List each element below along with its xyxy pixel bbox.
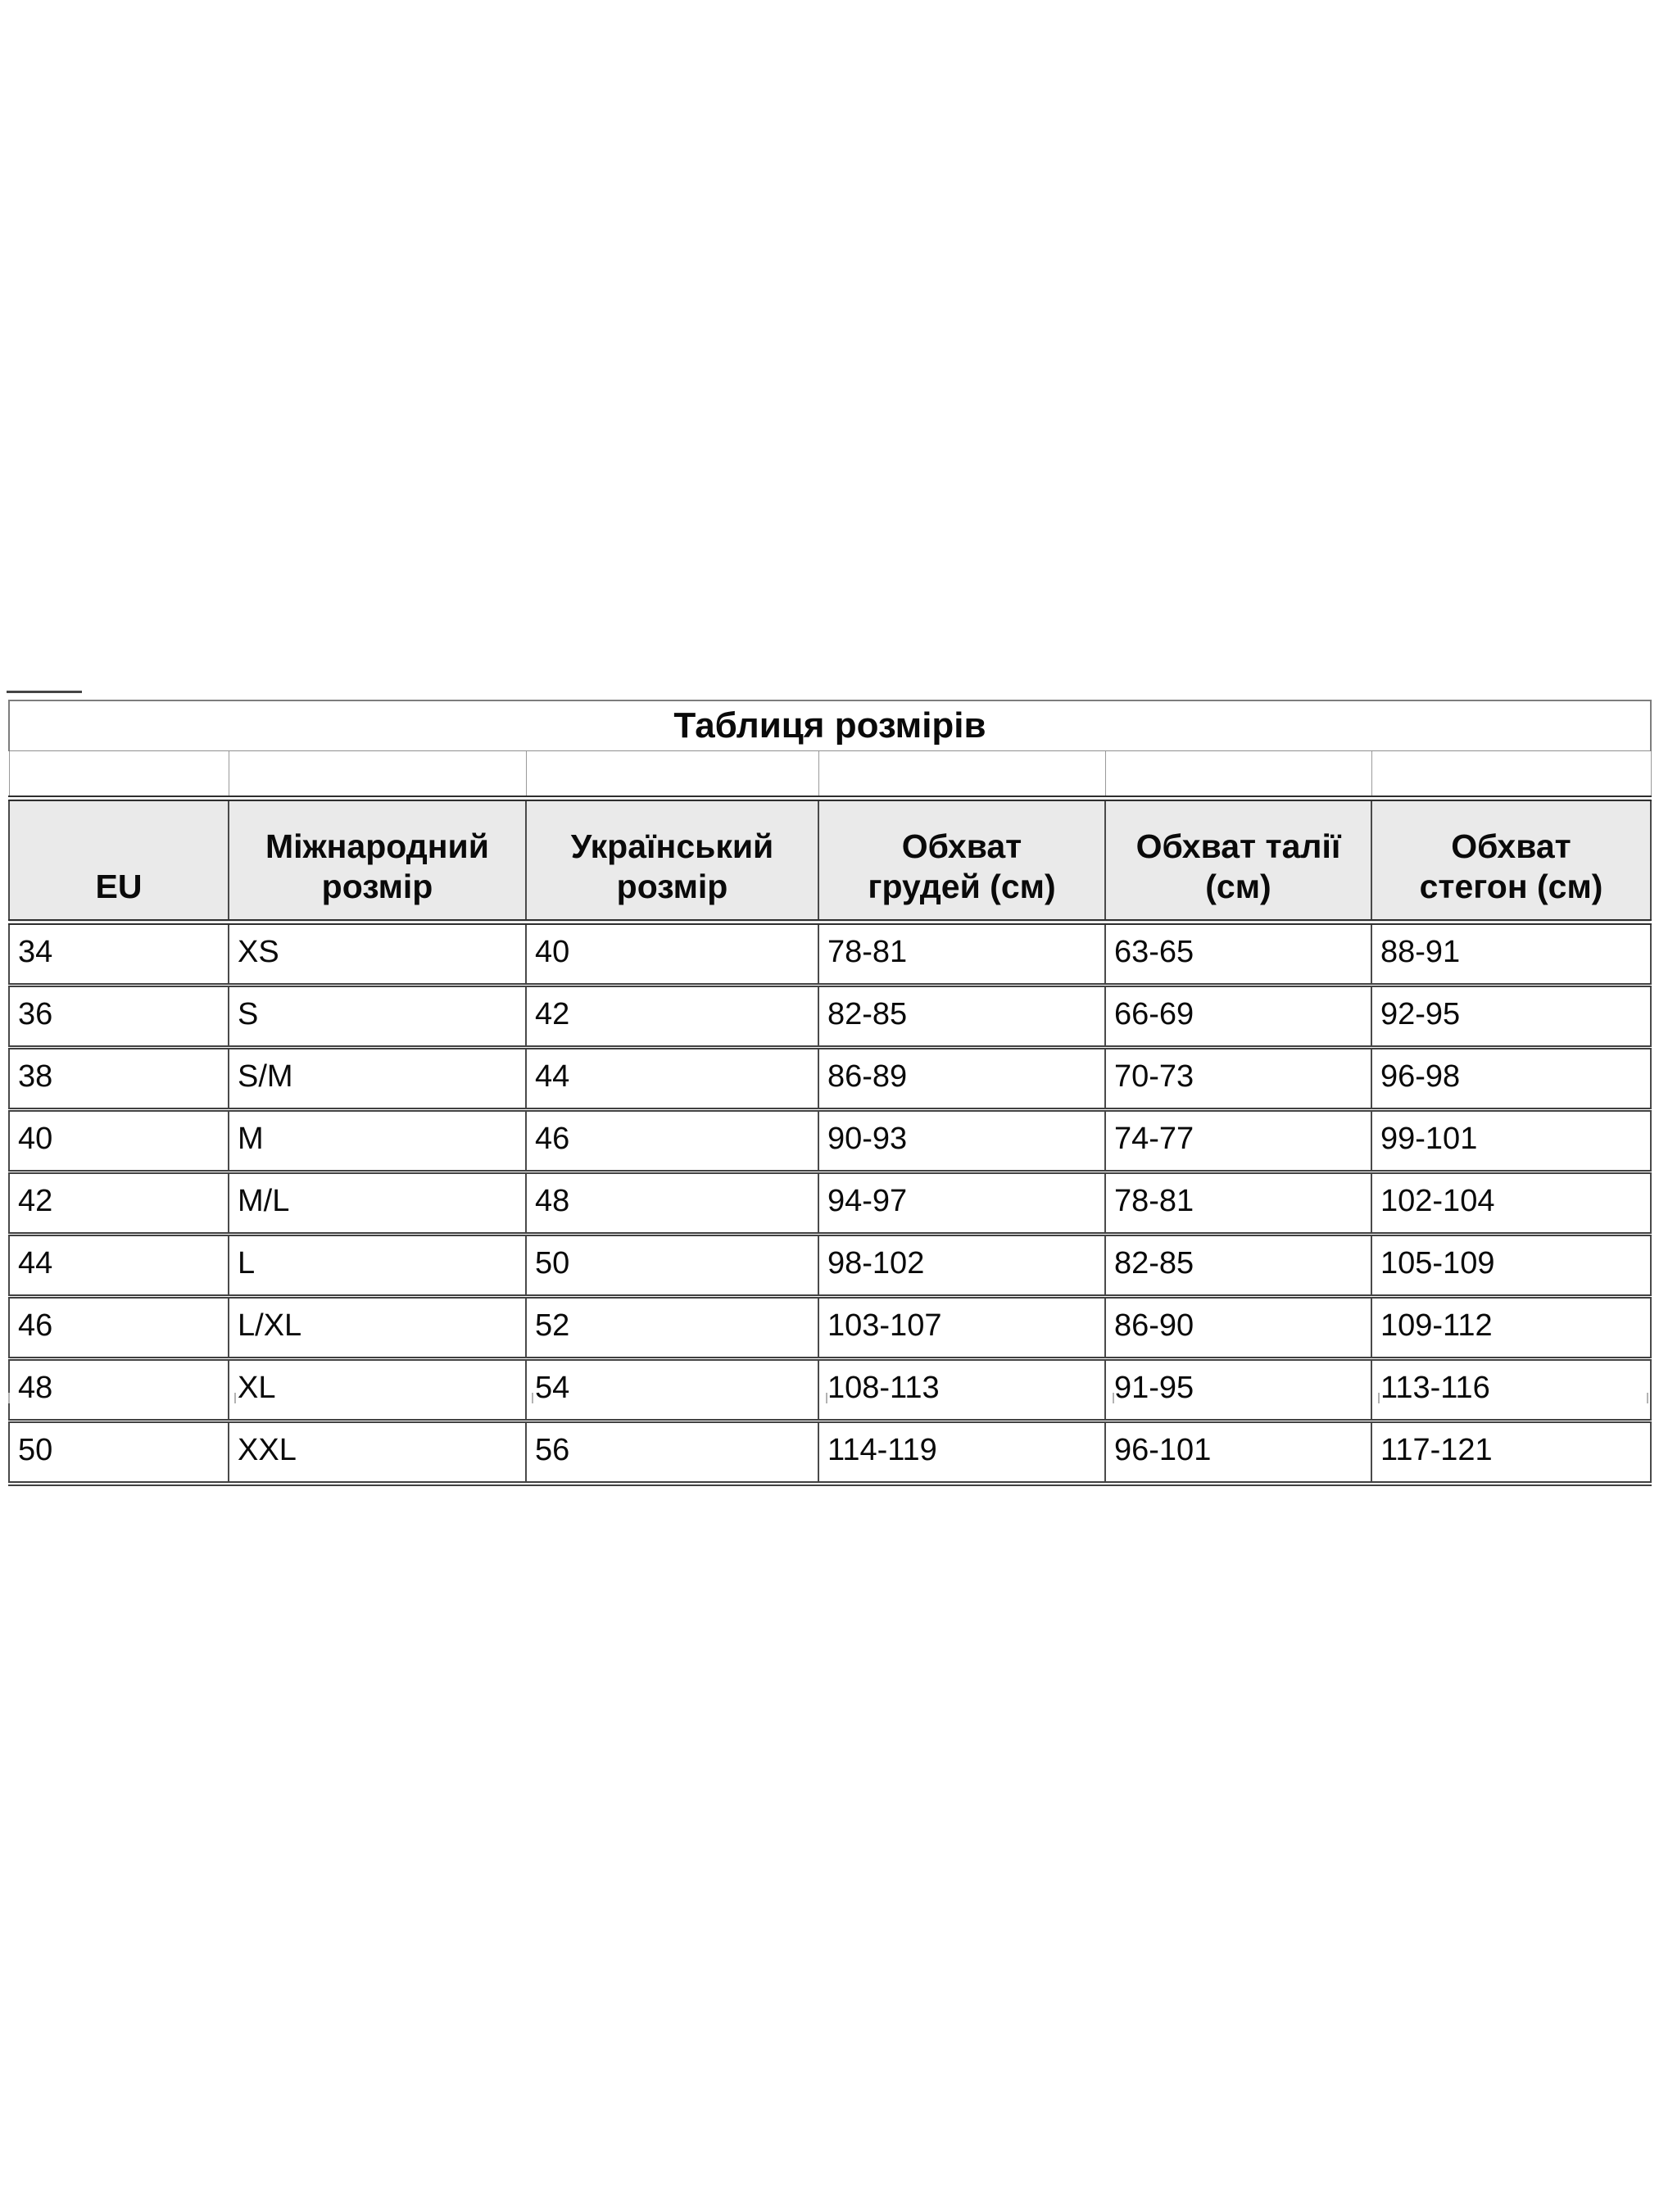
title-row (9, 700, 1651, 751)
spacer-cell (9, 751, 229, 799)
size-table (8, 700, 1652, 1486)
table-cell: 109-112 (1371, 1297, 1651, 1359)
header-line: (см) (1205, 867, 1271, 905)
table-cell: 74-77 (1105, 1110, 1371, 1172)
clipped-border-remnants-bottom (0, 1393, 1659, 1404)
column-header-ukrainian-size (526, 799, 818, 922)
table-cell: 70-73 (1105, 1048, 1371, 1110)
header-line: розмір (321, 867, 433, 905)
table-cell: 113-116 (1371, 1359, 1651, 1421)
header-line: Обхват талії (1135, 827, 1341, 866)
table-row (9, 1172, 1651, 1235)
border-remnant (1647, 1393, 1648, 1403)
table-cell: 48 (526, 1172, 818, 1235)
table-cell: M (229, 1110, 526, 1172)
header-line: розмір (616, 867, 728, 905)
header-line: Міжнародний (265, 827, 489, 866)
header-line: Обхват (901, 827, 1022, 866)
table-row (9, 1110, 1651, 1172)
clipped-border-remnant-top (7, 691, 82, 693)
table-cell: 36 (9, 986, 229, 1048)
header-row (9, 799, 1651, 922)
table-cell: 86-89 (818, 1048, 1105, 1110)
border-remnant (1113, 1393, 1114, 1403)
table-cell: 98-102 (818, 1235, 1105, 1297)
table-cell: 44 (526, 1048, 818, 1110)
spacer-cell (1105, 751, 1371, 799)
header-line: Український (570, 827, 774, 866)
table-cell: 108-113 (818, 1359, 1105, 1421)
table-cell: 40 (9, 1110, 229, 1172)
table-cell: 63-65 (1105, 922, 1371, 986)
spacer-cell (526, 751, 818, 799)
table-cell: 42 (526, 986, 818, 1048)
table-row (9, 1297, 1651, 1359)
table-row (9, 1048, 1651, 1110)
table-cell: 42 (9, 1172, 229, 1235)
border-remnant (1378, 1393, 1380, 1403)
table-row (9, 1359, 1651, 1421)
table-cell: 44 (9, 1235, 229, 1297)
table-cell: 96-101 (1105, 1421, 1371, 1484)
table-cell: 66-69 (1105, 986, 1371, 1048)
table-cell: 50 (526, 1235, 818, 1297)
table-cell: 46 (526, 1110, 818, 1172)
table-cell: L (229, 1235, 526, 1297)
table-cell: 102-104 (1371, 1172, 1651, 1235)
border-remnant (532, 1393, 533, 1403)
table-cell: 96-98 (1371, 1048, 1651, 1110)
header-line: грудей (см) (868, 867, 1056, 905)
table-cell: 105-109 (1371, 1235, 1651, 1297)
spacer-cell (229, 751, 526, 799)
column-header-eu (9, 799, 229, 922)
table-cell: 38 (9, 1048, 229, 1110)
table-title: Таблиця розмірів (9, 700, 1651, 751)
table-cell: 46 (9, 1297, 229, 1359)
header-line: EU (95, 867, 143, 905)
column-header-waist (1105, 799, 1371, 922)
table-cell: 40 (526, 922, 818, 986)
table-row (9, 1421, 1651, 1484)
spacer-cell (1371, 751, 1651, 799)
table-cell: XXL (229, 1421, 526, 1484)
table-cell: 78-81 (818, 922, 1105, 986)
table-cell: 114-119 (818, 1421, 1105, 1484)
column-header-chest (818, 799, 1105, 922)
table-cell: 34 (9, 922, 229, 986)
table-cell: 82-85 (818, 986, 1105, 1048)
table-cell: 103-107 (818, 1297, 1105, 1359)
table-row (9, 1235, 1651, 1297)
table-cell: 94-97 (818, 1172, 1105, 1235)
table-cell: 86-90 (1105, 1297, 1371, 1359)
table-cell: S/M (229, 1048, 526, 1110)
table-cell: 48 (9, 1359, 229, 1421)
column-header-hips (1371, 799, 1651, 922)
table-row (9, 986, 1651, 1048)
table-cell: 92-95 (1371, 986, 1651, 1048)
table-cell: 56 (526, 1421, 818, 1484)
header-line: стегон (см) (1419, 867, 1603, 905)
table-cell: 99-101 (1371, 1110, 1651, 1172)
table-cell: L/XL (229, 1297, 526, 1359)
table-cell: M/L (229, 1172, 526, 1235)
table-cell: 90-93 (818, 1110, 1105, 1172)
table-cell: 88-91 (1371, 922, 1651, 986)
border-remnant (826, 1393, 827, 1403)
table-cell: 117-121 (1371, 1421, 1651, 1484)
table-cell: S (229, 986, 526, 1048)
table-cell: XL (229, 1359, 526, 1421)
spacer-row (9, 751, 1651, 799)
spacer-cell (818, 751, 1105, 799)
border-remnant (8, 1393, 10, 1403)
table-cell: 50 (9, 1421, 229, 1484)
table-cell: 91-95 (1105, 1359, 1371, 1421)
header-line: Обхват (1451, 827, 1571, 866)
table-row (9, 922, 1651, 986)
table-cell: 82-85 (1105, 1235, 1371, 1297)
border-remnant (234, 1393, 236, 1403)
table-cell: 78-81 (1105, 1172, 1371, 1235)
table-cell: XS (229, 922, 526, 986)
table-cell: 52 (526, 1297, 818, 1359)
table-cell: 54 (526, 1359, 818, 1421)
size-chart (8, 700, 1650, 1486)
column-header-international-size (229, 799, 526, 922)
